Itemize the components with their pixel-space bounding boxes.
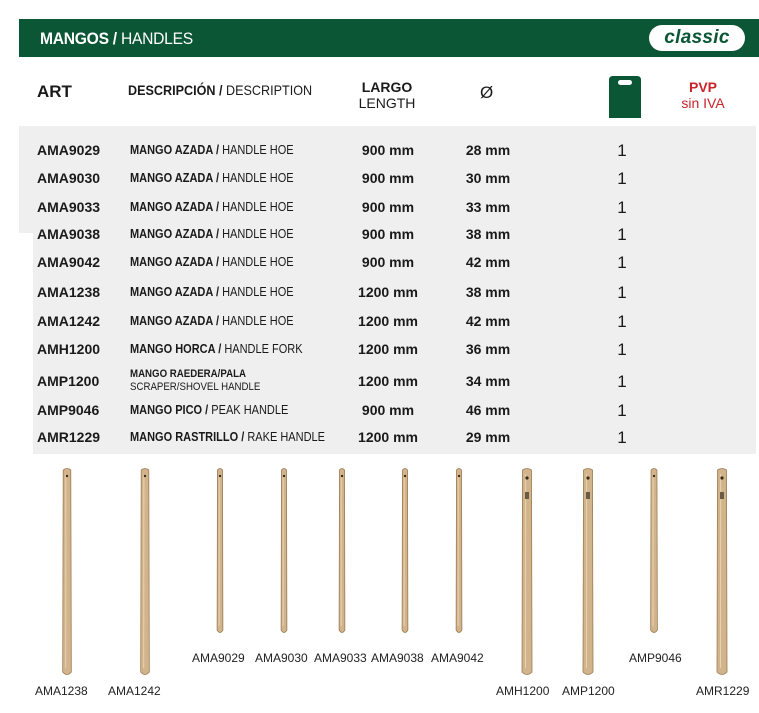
pack-quantity: 1: [617, 225, 627, 244]
handle-image: [399, 468, 411, 634]
handle-label: AMA9029: [192, 651, 245, 665]
diameter: 28 mm: [465, 142, 511, 158]
article-code: AMA9030: [37, 170, 101, 186]
description-en: HANDLE HOE: [219, 227, 294, 241]
table-row: [0, 423, 759, 451]
pack-quantity: 1: [617, 141, 627, 160]
handle-label: AMH1200: [496, 684, 550, 698]
description-en: HANDLE FORK: [221, 342, 303, 356]
column-header-description-en: DESCRIPTION: [222, 82, 313, 98]
title-es: MANGOS: [40, 29, 109, 48]
description: [130, 368, 260, 394]
article-code: AMA9038: [37, 226, 101, 242]
table-row: [0, 396, 759, 424]
handle-label: AMA1238: [35, 684, 88, 698]
description-es: MANGO AZADA /: [130, 143, 220, 157]
table-row: [0, 220, 759, 248]
description: [130, 220, 294, 248]
description-en: PEAK HANDLE: [208, 403, 289, 417]
description-es: MANGO AZADA /: [130, 200, 220, 214]
pack-quantity: 1: [617, 312, 627, 331]
column-header-price: [668, 79, 738, 111]
length: 900 mm: [361, 142, 415, 158]
table-row: [0, 248, 759, 276]
table-row: [0, 164, 759, 192]
handle-image: [278, 468, 290, 634]
length: 900 mm: [361, 170, 415, 186]
pack-quantity: 1: [617, 198, 627, 217]
column-header-diameter: Ø: [480, 83, 494, 102]
description-en: HANDLE HOE: [219, 143, 294, 157]
description-es: MANGO AZADA /: [130, 314, 220, 328]
diameter: 42 mm: [465, 313, 511, 329]
table-row: [0, 278, 759, 306]
handle-image: [336, 468, 348, 634]
length: 1200 mm: [358, 373, 418, 389]
description-en: HANDLE HOE: [219, 285, 294, 299]
description: [130, 278, 294, 306]
handle-image: [578, 468, 598, 676]
table-row: [0, 307, 759, 335]
article-code: AMA1238: [37, 284, 101, 300]
column-header-description-es: DESCRIPCIÓN /: [128, 82, 223, 98]
length: 1200 mm: [358, 284, 418, 300]
article-code: AMA9033: [37, 199, 101, 215]
description-en: SCRAPER/SHOVEL HANDLE: [130, 381, 261, 393]
description-es: MANGO RASTRILLO /: [130, 430, 245, 444]
column-header-length-es: LARGO: [361, 79, 413, 95]
length: 900 mm: [361, 199, 415, 215]
handle-label: AMP9046: [629, 651, 682, 665]
handle-image: [712, 468, 732, 676]
length: 900 mm: [361, 402, 415, 418]
page-title: [40, 19, 193, 57]
handle-label: AMA9030: [255, 651, 308, 665]
description: [130, 136, 294, 164]
table-row: [0, 136, 759, 164]
pack-quantity: 1: [617, 283, 627, 302]
description: [130, 335, 303, 363]
handle-image: [517, 468, 537, 676]
diameter: 46 mm: [465, 402, 511, 418]
article-code: AMA1242: [37, 313, 101, 329]
diameter: 33 mm: [465, 199, 511, 215]
length: 900 mm: [361, 226, 415, 242]
pack-quantity: 1: [617, 428, 627, 447]
diameter: 29 mm: [465, 429, 511, 445]
description: [130, 193, 294, 221]
description: [130, 423, 325, 451]
title-separator: /: [108, 29, 121, 48]
column-header-art: ART: [37, 82, 72, 101]
table-row: [0, 193, 759, 221]
handle-image: [214, 468, 226, 634]
classic-badge: classic: [649, 25, 745, 51]
pack-quantity: 1: [617, 169, 627, 188]
diameter: 36 mm: [465, 341, 511, 357]
column-header-length-en: LENGTH: [358, 95, 416, 111]
column-header-price-en: sin IVA: [681, 95, 725, 111]
description-es: MANGO AZADA /: [130, 255, 220, 269]
description-en: HANDLE HOE: [219, 255, 294, 269]
column-header-description: [128, 82, 312, 98]
description-es: MANGO RAEDERA/PALA: [130, 368, 246, 380]
handle-label: AMA9038: [371, 651, 424, 665]
description-en: HANDLE HOE: [219, 200, 294, 214]
handle-label: AMP1200: [562, 684, 615, 698]
handle-label: AMA1242: [108, 684, 161, 698]
handle-label: AMR1229: [696, 684, 750, 698]
article-code: AMP1200: [37, 373, 100, 389]
handle-image: [58, 468, 76, 676]
column-header-price-es: PVP: [688, 79, 717, 95]
pack-quantity: 1: [617, 401, 627, 420]
description-es: MANGO AZADA /: [130, 285, 220, 299]
description: [130, 307, 294, 335]
table-row: [0, 335, 759, 363]
table-row: [0, 367, 759, 395]
title-en: HANDLES: [120, 29, 193, 48]
diameter: 38 mm: [465, 284, 511, 300]
handle-image: [647, 468, 661, 634]
description: [130, 396, 288, 424]
description: [130, 164, 294, 192]
article-code: AMR1229: [37, 429, 101, 445]
column-header-length: [345, 79, 429, 111]
article-code: AMA9029: [37, 142, 101, 158]
diameter: 34 mm: [465, 373, 511, 389]
article-code: AMP9046: [37, 402, 100, 418]
handle-label: AMA9042: [431, 651, 484, 665]
description-en: RAKE HANDLE: [244, 430, 325, 444]
pack-quantity: 1: [617, 340, 627, 359]
description-es: MANGO AZADA /: [130, 227, 220, 241]
length: 1200 mm: [358, 341, 418, 357]
length: 1200 mm: [358, 313, 418, 329]
description-en: HANDLE HOE: [219, 314, 294, 328]
hang-tag-icon: [607, 74, 643, 118]
handle-label: AMA9033: [314, 651, 367, 665]
article-code: AMA9042: [37, 254, 101, 270]
description-es: MANGO AZADA /: [130, 171, 220, 185]
handle-image: [136, 468, 154, 676]
description-es: MANGO HORCA /: [130, 342, 222, 356]
pack-quantity: 1: [617, 372, 627, 391]
length: 1200 mm: [358, 429, 418, 445]
description-en: HANDLE HOE: [219, 171, 294, 185]
description: [130, 248, 294, 276]
article-code: AMH1200: [37, 341, 101, 357]
diameter: 30 mm: [465, 170, 511, 186]
description-es: MANGO PICO /: [130, 403, 209, 417]
diameter: 38 mm: [465, 226, 511, 242]
pack-quantity: 1: [617, 253, 627, 272]
diameter: 42 mm: [465, 254, 511, 270]
handle-image: [453, 468, 465, 634]
length: 900 mm: [361, 254, 415, 270]
